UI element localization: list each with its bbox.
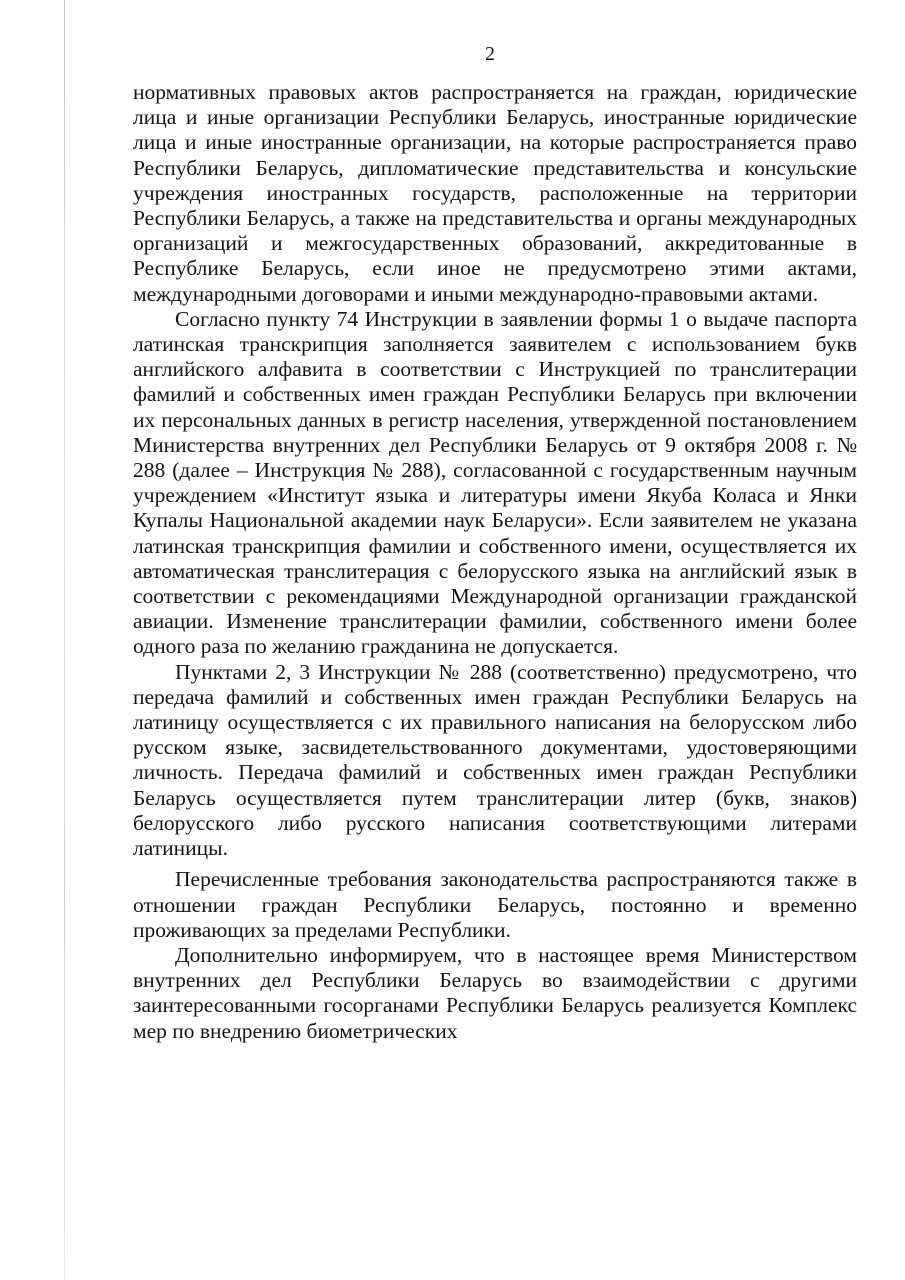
page-number: 2 bbox=[485, 43, 495, 65]
document-body bbox=[133, 80, 857, 1044]
paragraph-instruction-288: Пунктами 2, 3 Инструкции № 288 (соответственно) предусмотрено, что передача фамилий и собственных имен граждан Республики Беларусь на латиницу осуществляется с их правильного написания на белорусском либо русском языке, засвидетельствованного документами, удостоверяющими личность. Передача фамилий и собственных имен граждан Республики Беларусь осуществляется путем транслитерации литер (букв, знаков) белорусского либо русского написания соответствующими литерами латиницы. bbox=[133, 659, 857, 861]
scan-edge-line bbox=[64, 0, 65, 1280]
paragraph-instruction-74: Согласно пункту 74 Инструкции в заявлении формы 1 о выдаче паспорта латинская транскрипция заполняется заявителем с использованием букв английского алфавита в соответствии с Инструкцией по транслитерации фамилий и собственных имен граждан Республики Беларусь при включении их персональных данных в регистр населения, утвержденной постановлением Министерства внутренних дел Республики Беларусь от 9 октября 2008 г. № 288 (далее – Инструкция № 288), согласованной с государственным научным учреждением «Институт языка и литературы имени Якуба Коласа и Янки Купалы Национальной академии наук Беларуси». Если заявителем не указана латинская транскрипция фамилии и собственного имени, осуществляется их автоматическая транслитерация с белорусского языка на английский язык в соответствии с рекомендациями Международной организации гражданской авиации. Изменение транслитерации фамилии, собственного имени более одного раза по желанию гражданина не допускается. bbox=[133, 306, 857, 659]
paragraph-requirements: Перечисленные требования законодательства распространяются также в отношении граждан Республики Беларусь, постоянно и временно проживающих за пределами Республики. bbox=[133, 867, 857, 942]
paragraph-continuation: нормативных правовых актов распространяется на граждан, юридические лица и иные организации Республики Беларусь, иностранные юридические лица и иные иностранные организации, на которые распространяется право Республики Беларусь, дипломатические представительства и консульские учреждения иностранных государств, расположенные на территории Республики Беларусь, а также на представительства и органы международных организаций и межгосударственных образований, аккредитованные в Республике Беларусь, если иное не предусмотрено этими актами, международными договорами и иными международно-правовыми актами. bbox=[133, 80, 857, 306]
paragraph-additional-info: Дополнительно информируем, что в настоящее время Министерством внутренних дел Республики Беларусь во взаимодействии с другими заинтересованными госорганами Республики Беларусь реализуется Комплекс мер по внедрению биометрических bbox=[133, 942, 857, 1043]
